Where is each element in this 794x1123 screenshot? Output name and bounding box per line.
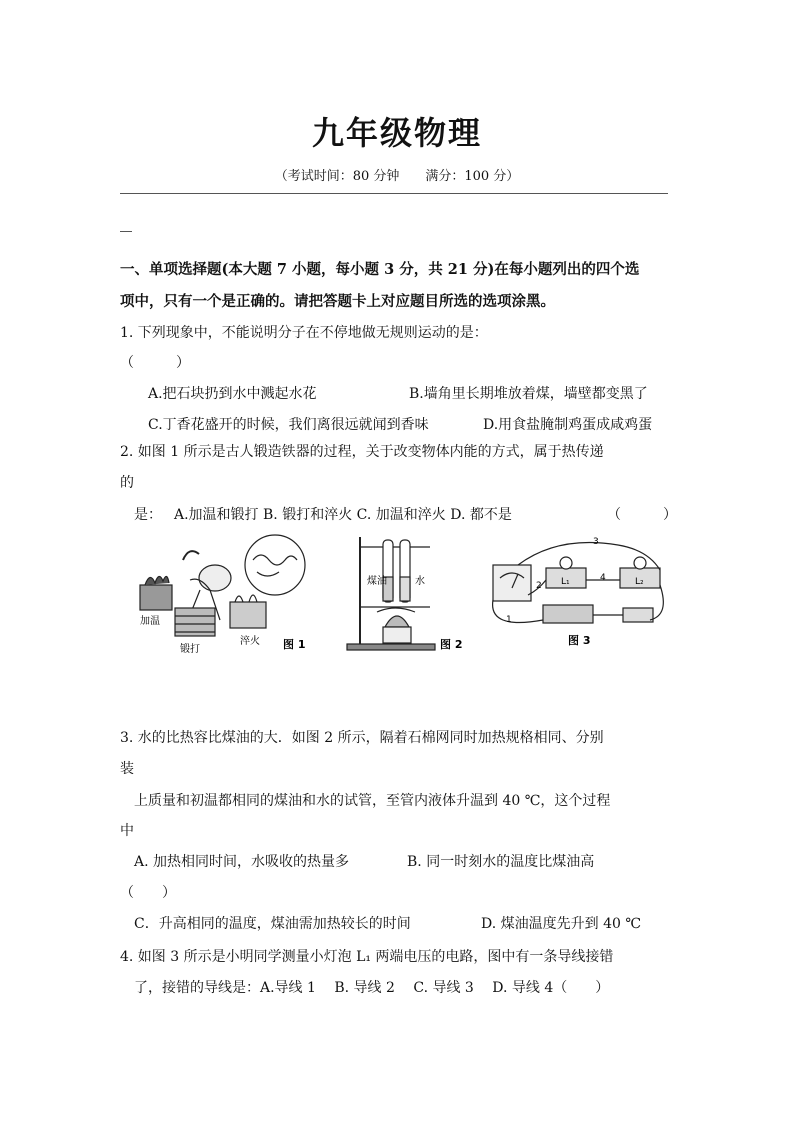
fig2-label-shui: 水	[415, 576, 425, 587]
q2-stem: 2. 如图 1 所示是古人锻造铁器的过程，关于改变物体内能的方式，属于热传递	[120, 444, 604, 460]
fig2-caption: 图 2	[440, 638, 463, 651]
q3-stem-line3: 上质量和初温都相同的煤油和水的试管，至管内液体升温到 40 ℃，这个过程	[134, 793, 611, 809]
figure-3-circuit	[488, 530, 673, 655]
q3-stem-cont: 装	[120, 761, 134, 777]
q4-stem-options: 了，接错的导线是：A.导线 1 B. 导线 2 C. 导线 3 D. 导线 4（ ）	[134, 980, 610, 996]
q1-option-c: C.丁香花盛开的时候，我们离很远就闻到香味	[148, 417, 429, 433]
q3-answer-paren: （ ）	[120, 885, 176, 901]
q3-option-b: B. 同一时刻水的温度比煤油高	[407, 854, 595, 870]
q3-option-a: A. 加热相同时间，水吸收的热量多	[134, 854, 350, 870]
q4-stem: 4. 如图 3 所示是小明同学测量小灯泡 L₁ 两端电压的电路，图中有一条导线接错	[120, 949, 614, 965]
fig1-label-jiawen: 加温	[140, 616, 160, 627]
fig3-wire-4: 4	[600, 573, 606, 583]
exam-info: （考试时间：80 分钟 满分：100 分）	[274, 169, 520, 184]
section-heading-line2: 项中，只有一个是正确的。请把答题卡上对应题目所选的选项涂黑。	[120, 293, 555, 310]
fig1-label-cuihuo: 淬火	[240, 636, 260, 647]
fig2-label-meiyou: 煤油	[367, 576, 387, 587]
q3-stem-line4: 中	[120, 823, 134, 839]
q3-stem: 3. 水的比热容比煤油的大．如图 2 所示，隔着石棉网同时加热规格相同、分别	[120, 730, 604, 746]
q2-answer-paren: （ ）	[607, 507, 677, 523]
figure-1-forging	[135, 530, 320, 660]
figure-2-heating	[345, 532, 470, 657]
q1-stem: 1. 下列现象中，不能说明分子在不停地做无规则运动的是：	[120, 325, 488, 341]
fig1-label-duanda: 锻打	[180, 644, 200, 655]
fig3-wire-1: 1	[506, 615, 512, 625]
fig3-label-l2: L₂	[635, 577, 644, 587]
fig3-label-l1: L₁	[561, 577, 570, 587]
divider-line	[120, 193, 668, 194]
q3-option-c: C．升高相同的温度，煤油需加热较长的时间	[134, 916, 411, 932]
q1-answer-paren: （ ）	[120, 355, 190, 371]
q2-stem-cont: 的	[120, 475, 134, 491]
q2-stem-label: 是：	[134, 507, 162, 523]
fig3-caption: 图 3	[568, 634, 591, 647]
q2-options: A.加温和锻打 B. 锻打和淬火 C. 加温和淬火 D. 都不是	[174, 507, 512, 523]
q1-option-a: A.把石块扔到水中溅起水花	[148, 386, 317, 402]
q1-option-d: D.用食盐腌制鸡蛋成咸鸡蛋	[483, 417, 653, 433]
fig3-wire-2: 2	[536, 581, 542, 591]
section-heading-line1: 一、单项选择题(本大题 7 小题，每小题 3 分，共 21 分)在每小题列出的四个选	[120, 261, 640, 278]
page-title: 九年级物理	[311, 114, 482, 152]
q3-option-d: D. 煤油温度先升到 40 ℃	[481, 916, 642, 932]
divider-line-tail	[120, 231, 132, 232]
fig1-caption: 图 1	[283, 638, 306, 651]
q1-option-b: B.墙角里长期堆放着煤，墙壁都变黑了	[409, 386, 648, 402]
fig3-wire-3: 3	[593, 537, 599, 547]
